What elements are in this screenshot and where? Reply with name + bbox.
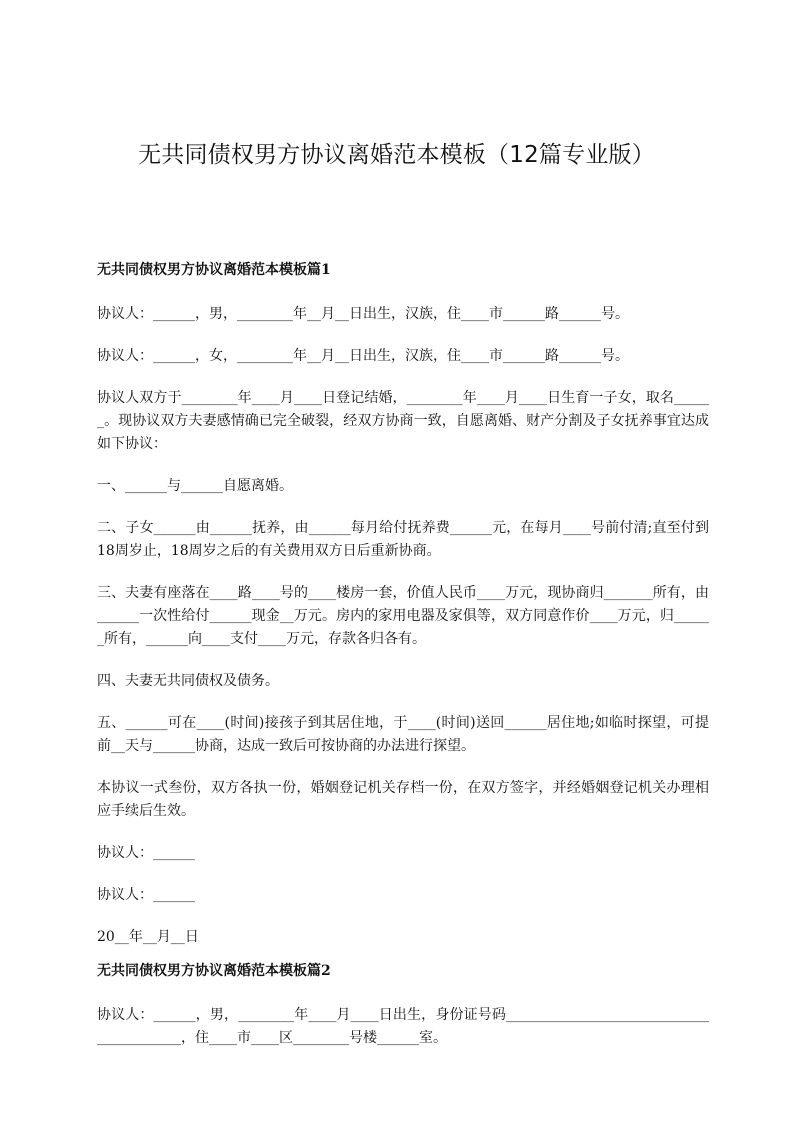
section-heading: 无共同债权男方协议离婚范本模板篇2 xyxy=(97,963,331,979)
section-heading: 无共同债权男方协议离婚范本模板篇1 xyxy=(97,262,331,278)
document-body xyxy=(97,260,709,1069)
clause-1-paragraph: 一、______与______自愿离婚。 xyxy=(97,478,293,494)
party-male-paragraph: 协议人：______，男，________年____月____日出生，身份证号码_________________________________________，住____市____区________号楼______室。 xyxy=(97,1007,709,1046)
clause-2-paragraph: 二、子女______由______抚养，由______每月给付抚养费______元，在每月____号前付清;直至付到18周岁止，18周岁之后的有关费用双方日后重新协商。 xyxy=(97,520,709,559)
validity-paragraph: 本协议一式叁份，双方各执一份，婚姻登记机关存档一份，在双方签字，并经婚姻登记机关办理相应手续后生效。 xyxy=(97,780,709,819)
party-female-paragraph: 协议人：______，女，________年__月__日出生，汉族，住____市______路______号。 xyxy=(97,348,629,364)
clause-4-paragraph: 四、夫妻无共同债权及债务。 xyxy=(97,673,279,689)
signature-line-1: 协议人：______ xyxy=(97,845,195,861)
clause-5-paragraph: 五、______可在____(时间)接孩子到其居住地，于____(时间)送回______居住地;如临时探望，可提前__天与______协商，达成一致后可按协商的办法进行探望。 xyxy=(97,715,709,754)
section-2 xyxy=(97,961,709,1050)
section-1 xyxy=(97,260,709,949)
party-male-paragraph: 协议人：______，男，________年__月__日出生，汉族，住____市______路______号。 xyxy=(97,306,629,322)
date-line: 20__年__月__日 xyxy=(97,929,199,945)
document-title: 无共同债权男方协议离婚范本模板（12篇专业版） xyxy=(138,142,655,168)
marriage-info-paragraph: 协议人双方于________年____月____日登记结婚，________年____月____日生育一子女，取名______。现协议双方夫妻感情确已完全破裂，经双方协商一致，自愿离婚、财产分割及子女抚养事宜达成如下协议： xyxy=(97,390,709,452)
signature-line-2: 协议人：______ xyxy=(97,887,195,903)
clause-3-paragraph: 三、夫妻有座落在____路____号的____楼房一套，价值人民币____万元，现协商归_______所有，由______一次性给付______现金__万元。房内的家用电器及家俱等，双方同意作价____万元，归______所有，______向____支付____万元，存款各归各有。 xyxy=(97,585,709,647)
